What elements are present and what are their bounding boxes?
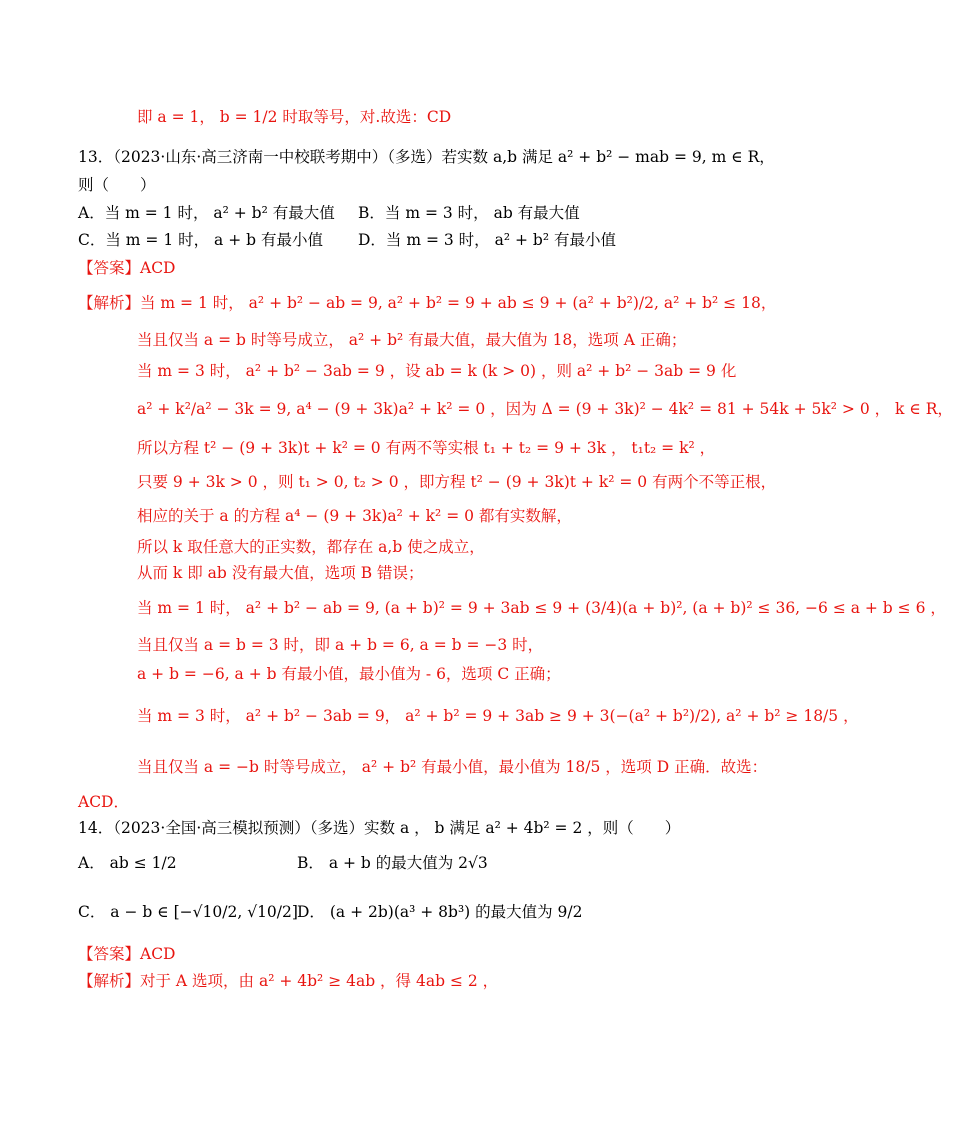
text-line: 当且仅当 a = b = 3 时，即 a + b = 6, a = b = −3 时， [137,636,544,654]
text-line: C．当 m = 1 时， a + b 有最小值 [78,231,323,249]
text-line: D． (a + 2b)(a³ + 8b³) 的最大值为 9/2 [297,903,583,921]
text-line: 14．（2023·全国·高三模拟预测）（多选）实数 a ， b 满足 a² + 4b² = 2 ，则（ ） [78,819,681,837]
text-line: 即 a = 1， b = 1/2 时取等号，对.故选：CD [137,108,452,126]
text-line: 【答案】ACD [78,259,176,277]
text-line: D．当 m = 3 时， a² + b² 有最小值 [358,231,616,249]
text-line: 13．（2023·山东·高三济南一中校联考期中）（多选）若实数 a,b 满足 a² + b² − mab = 9, m ∈ R， [78,148,775,166]
text-line: 所以 k 取任意大的正实数，都存在 a,b 使之成立， [137,538,485,556]
text-line: 只要 9 + 3k > 0 ，则 t₁ > 0, t₂ > 0 ，即方程 t² − (9 + 3k)t + k² = 0 有两个不等正根， [137,473,777,491]
text-line: 相应的关于 a 的方程 a⁴ − (9 + 3k)a² + k² = 0 都有实数解， [137,507,572,525]
text-line: 当且仅当 a = −b 时等号成立， a² + b² 有最小值，最小值为 18/5 ，选项 D 正确．故选： [137,758,768,776]
text-line: B．当 m = 3 时， ab 有最大值 [358,204,580,222]
text-line: 当 m = 1 时， a² + b² − ab = 9, (a + b)² = 9 + 3ab ≤ 9 + (3/4)(a + b)², (a + b)² ≤ 36, −6 ≤ a + b ≤ 6 ， [137,599,946,617]
text-line: 【解析】当 m = 1 时， a² + b² − ab = 9, a² + b² = 9 + ab ≤ 9 + (a² + b²)/2, a² + b² ≤ 18， [78,294,777,312]
text-line: ACD． [78,793,129,811]
text-line: 当且仅当 a = b 时等号成立， a² + b² 有最大值，最大值为 18，选项 A 正确； [137,331,687,349]
text-line: a² + k²/a² − 3k = 9, a⁴ − (9 + 3k)a² + k² = 0 ，因为 Δ = (9 + 3k)² − 4k² = 81 + 54k + 5k² > 0 ， k ∈ R， [137,400,953,418]
text-line: 从而 k 即 ab 没有最大值，选项 B 错误； [137,564,424,582]
text-line: 当 m = 3 时， a² + b² − 3ab = 9， a² + b² = 9 + 3ab ≥ 9 + 3(−(a² + b²)/2), a² + b² ≥ 18/5 ， [137,707,859,725]
text-line: A． ab ≤ 1/2 [78,854,177,872]
text-line: a + b = −6, a + b 有最小值，最小值为 - 6，选项 C 正确； [137,665,561,683]
text-line: 【解析】对于 A 选项，由 a² + 4b² ≥ 4ab ，得 4ab ≤ 2 ， [78,972,499,990]
text-line: 当 m = 3 时， a² + b² − 3ab = 9 ，设 ab = k (k > 0) ，则 a² + b² − 3ab = 9 化 [137,362,737,380]
text-line: 则（ ） [78,176,156,194]
text-line: B． a + b 的最大值为 2√3 [297,854,488,872]
text-line: 【答案】ACD [78,945,176,963]
text-line: 所以方程 t² − (9 + 3k)t + k² = 0 有两不等实根 t₁ + t₂ = 9 + 3k ， t₁t₂ = k² ， [137,439,716,457]
text-line: A．当 m = 1 时， a² + b² 有最大值 [78,204,335,222]
text-line: C． a − b ∈ [−√10/2, √10/2] [78,903,298,921]
